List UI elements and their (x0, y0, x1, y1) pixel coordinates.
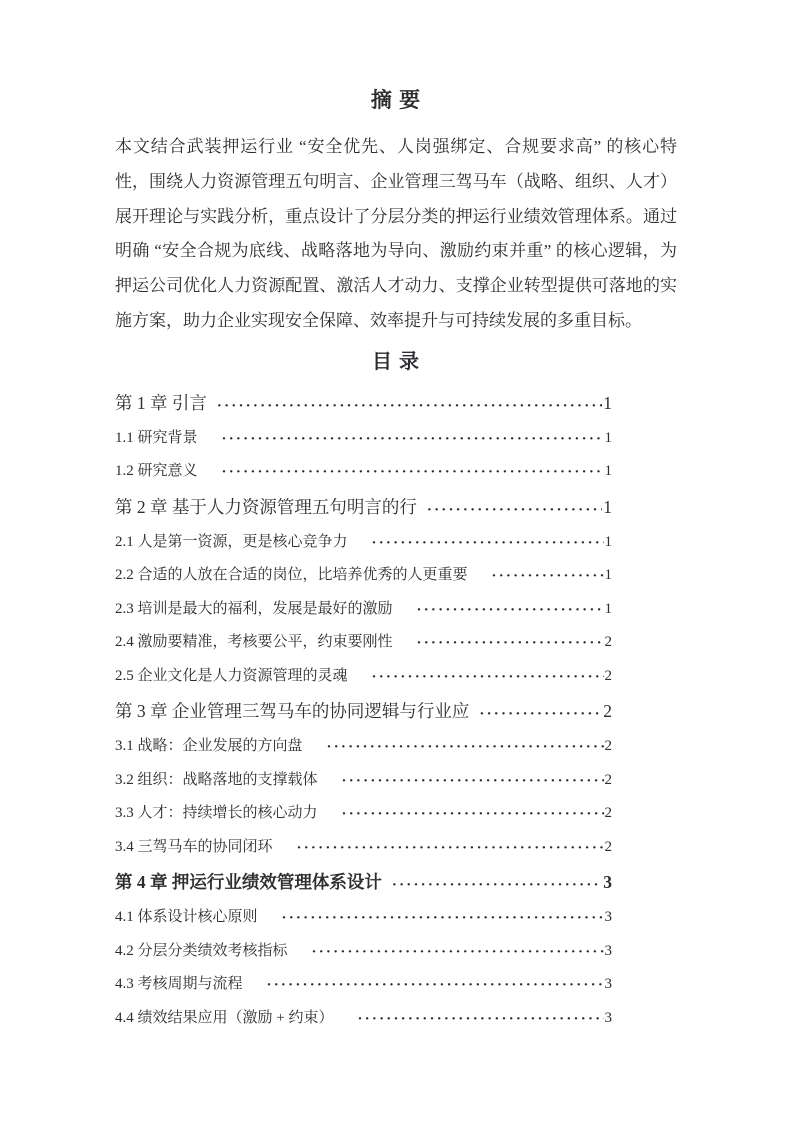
toc-chapter-row[interactable] (115, 870, 612, 896)
toc-section-row[interactable] (115, 565, 612, 586)
toc-leader-dots (342, 804, 604, 825)
abstract-paragraph: 本文结合武装押运行业 “安全优先、人岗强绑定、合规要求高” 的核心特性，围绕人力资源管理五句明言、企业管理三驾马车（战略、组织、人才）展开理论与实践分析，重点设计了分层分类的押运行业绩效管理体系。通过明确 “安全合规为底线、战略落地为导向、激励约束并重” 的核心逻辑，为押运公司优化人力资源配置、激活人才动力、支撑企业转型提供可落地的实施方案，助力企业实现安全保障、效率提升与可持续发展的多重目标。 (115, 137, 677, 330)
toc-leader-dots (327, 737, 604, 758)
toc-entry-label: 3.1 战略：企业发展的方向盘 (115, 738, 303, 755)
toc-page-number: 3 (604, 976, 612, 993)
toc-chapter-row[interactable] (115, 391, 612, 417)
toc-leader-dots (297, 838, 604, 859)
toc-leader-dots (282, 908, 604, 929)
toc-page-number: 3 (604, 942, 612, 959)
toc-entry-label: 1.2 研究意义 (115, 463, 198, 480)
toc-section-row[interactable] (115, 532, 612, 553)
toc-page-number: 3 (604, 1009, 612, 1026)
toc-section-row[interactable] (115, 770, 612, 791)
abstract-title: 摘 要 (370, 88, 422, 112)
toc-section-row[interactable] (115, 803, 612, 824)
toc-entry-label: 3.2 组织：战略落地的支撑载体 (115, 771, 318, 788)
toc-page-number: 1 (604, 429, 612, 446)
toc-leader-dots (427, 496, 602, 522)
toc-page-number: 2 (604, 634, 612, 651)
toc-entry-label: 2.1 人是第一资源，更是核心竞争力 (115, 533, 348, 550)
toc-entry-label: 2.3 培训是最大的福利，发展是最好的激励 (115, 600, 393, 617)
toc-entry-label: 3.3 人才：持续增长的核心动力 (115, 805, 318, 822)
toc-entry-label: 第 4 章 押运行业绩效管理体系设计 (115, 872, 382, 893)
toc-section-row[interactable] (115, 666, 612, 687)
toc-page-number: 3 (603, 872, 612, 893)
toc-section-row[interactable] (115, 1008, 612, 1029)
toc-entry-label: 4.4 绩效结果应用（激励 + 约束） (115, 1009, 334, 1026)
toc-leader-dots (222, 429, 604, 450)
toc-leader-dots (357, 1009, 603, 1030)
toc-entry-label: 第 3 章 企业管理三驾马车的协同逻辑与行业应 (115, 701, 470, 722)
toc-entry-label: 2.4 激励要精准，考核要公平，约束要刚性 (115, 634, 393, 651)
toc-entry-label: 4.3 考核周期与流程 (115, 976, 243, 993)
toc-section-row[interactable] (115, 837, 612, 858)
toc-page-number: 1 (604, 463, 612, 480)
toc-section-row[interactable] (115, 736, 612, 757)
toc-page-number: 3 (604, 909, 612, 926)
toc-chapter-row[interactable] (115, 699, 612, 725)
toc-section-row[interactable] (115, 461, 612, 482)
toc-chapter-row[interactable] (115, 495, 612, 521)
toc-section-row[interactable] (115, 428, 612, 449)
toc-leader-dots (417, 633, 604, 654)
toc-leader-dots (342, 771, 604, 792)
toc-leader-dots (312, 942, 604, 963)
toc-page-number: 2 (603, 701, 612, 722)
toc-page-number: 1 (603, 392, 612, 413)
toc-entry-label: 2.5 企业文化是人力资源管理的灵魂 (115, 667, 348, 684)
toc-leader-dots (267, 975, 604, 996)
toc-page-number: 2 (604, 738, 612, 755)
toc-section-row[interactable] (115, 632, 612, 653)
toc-entry-label: 第 1 章 引言 (115, 392, 207, 413)
toc-entry-label: 第 2 章 基于人力资源管理五句明言的行 (115, 496, 417, 517)
toc-page-number: 2 (604, 805, 612, 822)
toc-page-number: 2 (604, 667, 612, 684)
toc-leader-dots (479, 700, 602, 726)
toc-section-row[interactable] (115, 941, 612, 962)
toc-entry-label: 4.1 体系设计核心原则 (115, 909, 258, 926)
toc-page-number: 1 (604, 533, 612, 550)
toc-title: 目 录 (372, 350, 420, 373)
toc-leader-dots (217, 392, 602, 418)
toc-entry-label: 4.2 分层分类绩效考核指标 (115, 942, 288, 959)
toc-section-row[interactable] (115, 907, 612, 928)
toc-page-number: 1 (604, 567, 612, 584)
toc-entry-label: 2.2 合适的人放在合适的岗位，比培养优秀的人更重要 (115, 567, 468, 584)
toc-page-number: 1 (604, 600, 612, 617)
toc-entry-label: 3.4 三驾马车的协同闭环 (115, 838, 273, 855)
toc-leader-dots (492, 566, 604, 587)
toc-leader-dots (372, 533, 604, 554)
toc-leader-dots (372, 667, 604, 688)
toc-leader-dots (222, 462, 604, 483)
toc-list (115, 391, 677, 1029)
toc-entry-label: 1.1 研究背景 (115, 429, 198, 446)
toc-page-number: 1 (603, 496, 612, 517)
toc-page-number: 2 (604, 838, 612, 855)
toc-page-number: 2 (604, 771, 612, 788)
toc-leader-dots (392, 871, 602, 897)
toc-section-row[interactable] (115, 974, 612, 995)
toc-section-row[interactable] (115, 599, 612, 620)
toc-leader-dots (417, 600, 604, 621)
